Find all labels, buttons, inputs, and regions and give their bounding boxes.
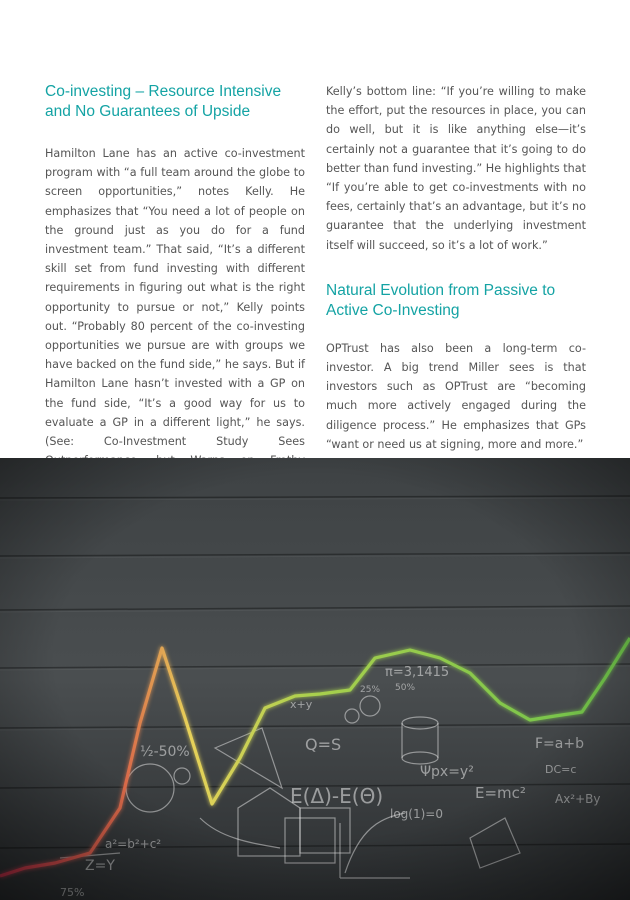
right-column: [326, 82, 586, 454]
body-paragraph: Hamilton Lane has an active co-investment program with “a full team around the globe to screen opportunities,” notes Kelly. He emphasizes that “You need a lot of people on the ground just as you do for a fund investment team.” That said, “It’s a different skill set from fund investing with different requirements in figuring out what is the right opportunity to pursue or not,” Kelly points out. “Probably 80 percent of the co-investing opportunities we pursue are with groups we have backed on the fund side,” he says. But if Hamilton Lane hasn’t invested with a GP on the fund side, “It’s a good way for us to evaluate a GP in a different light,” he says. (See: Co-Investment Study Sees: [45, 147, 305, 449]
body-paragraph: Kelly’s bottom line: “If you’re willing to make the effort, put the resources in place, you can do well, but it is like anything else—it’s certainly not a guarantee that it’s going to do better than fund investing.” He highlights that “If you’re able to get co-investments with no fees, certainly that’s an advantage, but it’s no guarantee that the underlying investment itself will succeed, so it’s a lot of work.”: [326, 85, 586, 252]
section-heading-coinvesting: Co-investing – Resource Intensive and No Guarantees of Upside: [45, 83, 282, 120]
section-heading-natural-evolution: Natural Evolution from Passive to Active Co-Investing: [326, 281, 556, 319]
body-paragraph: OPTrust has also been a long-term co-investor. A big trend Miller sees is that investors such as OPTrust are “becoming much more actively engaged during the diligence process.” He emphasizes that GPs “want or need us at signing, more and more.”: [326, 341, 586, 451]
left-column: [45, 82, 305, 490]
chalkboard-illustration: [0, 458, 630, 900]
chalkboard-growth-image: [0, 458, 630, 900]
